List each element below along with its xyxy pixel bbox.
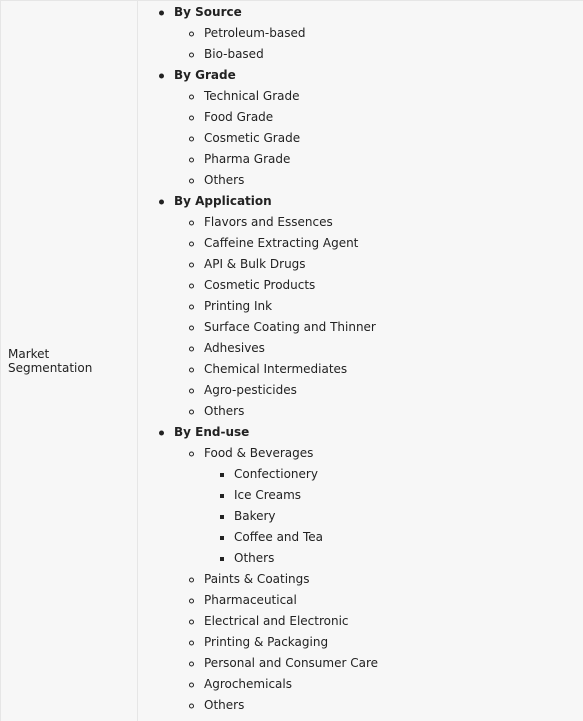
list-item-label: Personal and Consumer Care: [204, 656, 379, 670]
list-item-label: Technical Grade: [204, 89, 300, 103]
segment-item: [138, 275, 583, 296]
segment-item: [138, 212, 583, 233]
circle-bullet-icon: [189, 52, 194, 57]
segment-subitem: [138, 527, 583, 548]
segment-item: [138, 44, 583, 65]
list-item-label: Agro-pesticides: [204, 383, 297, 397]
segment-list: [138, 2, 583, 716]
circle-bullet-icon: [189, 703, 194, 708]
circle-bullet-icon: [189, 136, 194, 141]
circle-bullet-icon: [189, 94, 194, 99]
circle-bullet-icon: [189, 304, 194, 309]
circle-bullet-icon: [189, 619, 194, 624]
list-item-label: Coffee and Tea: [234, 530, 323, 544]
segment-item: [138, 401, 583, 422]
circle-bullet-icon: [189, 409, 194, 414]
list-item-label: Petroleum-based: [204, 26, 306, 40]
list-item-label: API & Bulk Drugs: [204, 257, 306, 271]
segment-item: [138, 443, 583, 464]
list-item-label: Bakery: [234, 509, 276, 523]
list-item-label: Others: [234, 551, 275, 565]
square-bullet-icon: [220, 494, 224, 498]
list-item-label: Electrical and Electronic: [204, 614, 349, 628]
list-item-label: Paints & Coatings: [204, 572, 310, 586]
segment-item: [138, 170, 583, 191]
circle-bullet-icon: [189, 157, 194, 162]
list-item-label: Chemical Intermediates: [204, 362, 348, 376]
circle-bullet-icon: [189, 682, 194, 687]
circle-bullet-icon: [189, 241, 194, 246]
segment-item: [138, 149, 583, 170]
list-item-label: By Grade: [174, 68, 236, 82]
list-item-label: Adhesives: [204, 341, 265, 355]
list-item-label: Printing Ink: [204, 299, 273, 313]
list-item-label: Pharma Grade: [204, 152, 291, 166]
segment-subitem: [138, 485, 583, 506]
list-item-label: Food Grade: [204, 110, 274, 124]
segment-item: [138, 296, 583, 317]
disc-bullet-icon: [159, 10, 164, 15]
row-label-cell: [1, 1, 138, 721]
circle-bullet-icon: [189, 325, 194, 330]
segment-item: [138, 611, 583, 632]
segment-subitem: [138, 464, 583, 485]
list-item-label: Food & Beverages: [204, 446, 314, 460]
circle-bullet-icon: [189, 640, 194, 645]
segment-heading: [138, 191, 583, 212]
circle-bullet-icon: [189, 661, 194, 666]
segment-item: [138, 86, 583, 107]
square-bullet-icon: [220, 536, 224, 540]
segment-item: [138, 590, 583, 611]
disc-bullet-icon: [159, 199, 164, 204]
segment-subitem: [138, 548, 583, 569]
list-item-label: By Source: [174, 5, 242, 19]
segment-subitem: [138, 506, 583, 527]
list-item-label: By End-use: [174, 425, 250, 439]
row-label: Market Segmentation: [8, 347, 93, 375]
segment-heading: [138, 65, 583, 86]
square-bullet-icon: [220, 557, 224, 561]
list-item-label: Caffeine Extracting Agent: [204, 236, 359, 250]
circle-bullet-icon: [189, 451, 194, 456]
segment-heading: [138, 2, 583, 23]
segment-item: [138, 107, 583, 128]
circle-bullet-icon: [189, 31, 194, 36]
segment-item: [138, 23, 583, 44]
circle-bullet-icon: [189, 598, 194, 603]
segment-item: [138, 254, 583, 275]
segment-item: [138, 128, 583, 149]
circle-bullet-icon: [189, 283, 194, 288]
circle-bullet-icon: [189, 388, 194, 393]
segment-item: [138, 695, 583, 716]
square-bullet-icon: [220, 473, 224, 477]
list-item-label: Others: [204, 698, 245, 712]
list-item-label: Agrochemicals: [204, 677, 292, 691]
segment-item: [138, 317, 583, 338]
list-item-label: Others: [204, 404, 245, 418]
list-item-label: Others: [204, 173, 245, 187]
disc-bullet-icon: [159, 430, 164, 435]
list-item-label: Surface Coating and Thinner: [204, 320, 376, 334]
list-item-label: Printing & Packaging: [204, 635, 329, 649]
list-item-label: Ice Creams: [234, 488, 302, 502]
circle-bullet-icon: [189, 262, 194, 267]
circle-bullet-icon: [189, 220, 194, 225]
circle-bullet-icon: [189, 577, 194, 582]
circle-bullet-icon: [189, 115, 194, 120]
circle-bullet-icon: [189, 178, 194, 183]
segment-item: [138, 359, 583, 380]
square-bullet-icon: [220, 515, 224, 519]
list-item-label: Confectionery: [234, 467, 318, 481]
list-item-label: Flavors and Essences: [204, 215, 333, 229]
segment-item: [138, 653, 583, 674]
segment-heading: [138, 422, 583, 443]
segment-item: [138, 233, 583, 254]
list-item-label: Pharmaceutical: [204, 593, 297, 607]
segment-item: [138, 338, 583, 359]
segment-item: [138, 632, 583, 653]
segment-item: [138, 380, 583, 401]
list-item-label: Cosmetic Grade: [204, 131, 301, 145]
circle-bullet-icon: [189, 367, 194, 372]
list-item-label: By Application: [174, 194, 272, 208]
disc-bullet-icon: [159, 73, 164, 78]
list-item-label: Cosmetic Products: [204, 278, 316, 292]
circle-bullet-icon: [189, 346, 194, 351]
row-value-cell: [138, 1, 583, 721]
segment-item: [138, 569, 583, 590]
segment-item: [138, 674, 583, 695]
list-item-label: Bio-based: [204, 47, 264, 61]
